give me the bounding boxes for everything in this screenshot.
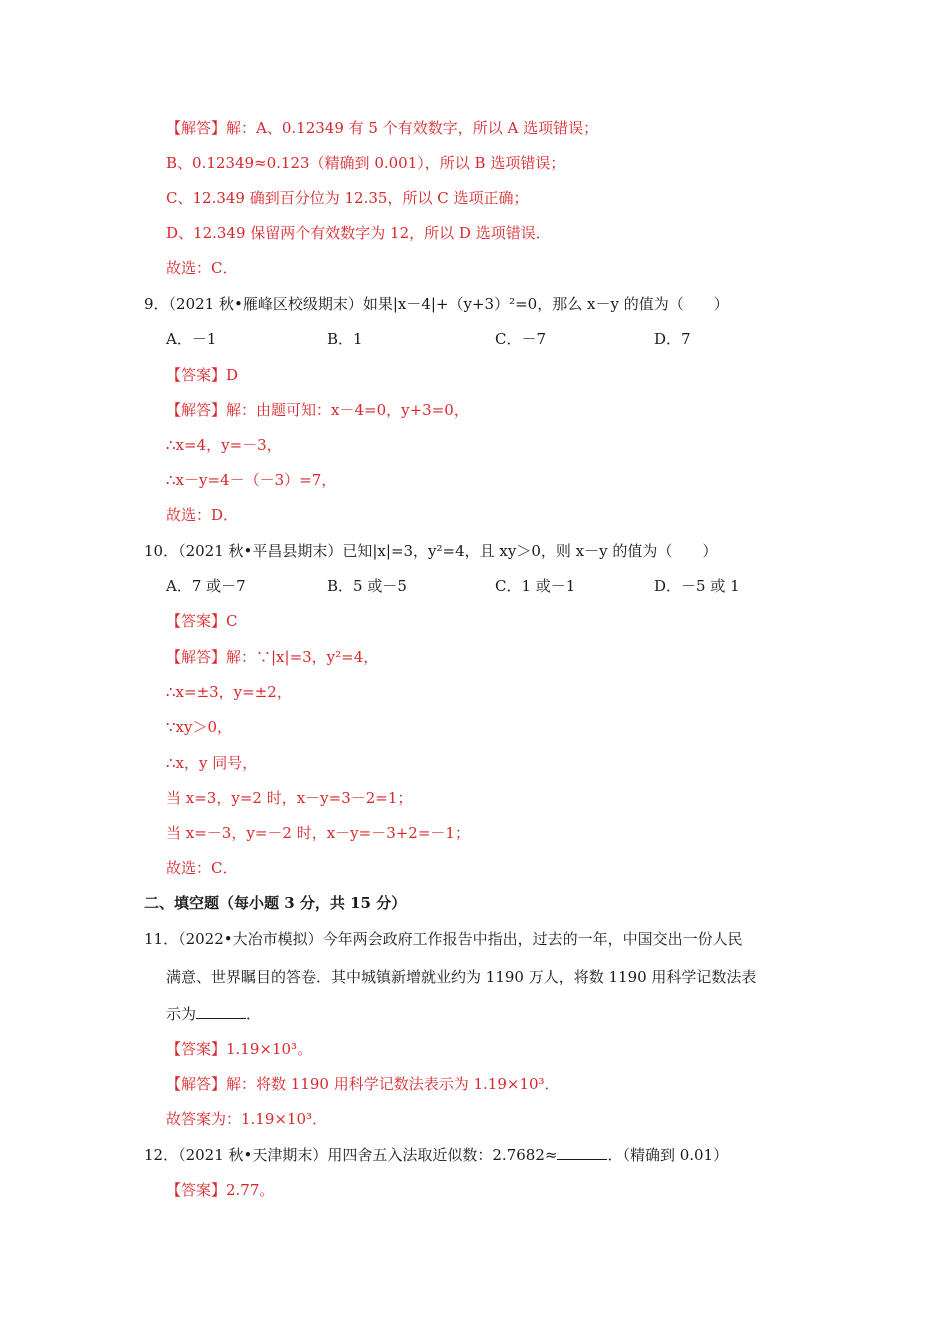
q11-solution-line-1: 【解答】解：将数 1190 用科学记数法表示为 1.19×10³． xyxy=(166,1075,560,1093)
q10-solution-line-6: 当 x=－3，y=－2 时，x－y=－3+2=－1； xyxy=(166,824,470,842)
q8-solution-line-4: D、12.349 保留两个有效数字为 12，所以 D 选项错误． xyxy=(166,224,551,242)
q10-solution-line-2: ∴x=±3，y=±2， xyxy=(166,683,292,701)
q11-stem-text: 示为 xyxy=(166,1005,197,1023)
q12-stem-text: 12．（2021 秋•天津期末）用四舍五入法取近似数：2.7682≈ xyxy=(144,1146,558,1164)
q10-solution-line-1: 【解答】解：∵|x|=3，y²=4， xyxy=(166,648,379,666)
q9-option-b: B．1 xyxy=(327,330,363,348)
q12-stem xyxy=(144,1145,728,1165)
q10-option-b: B．5 或－5 xyxy=(327,577,407,595)
q11-conclusion: 故答案为：1.19×10³． xyxy=(166,1110,328,1128)
q12-answer: 【答案】2.77。 xyxy=(166,1181,275,1199)
q12-stem-end: ．（精确到 0.01） xyxy=(607,1146,729,1164)
q9-option-d: D．7 xyxy=(654,330,691,348)
q10-option-d: D．－5 或 1 xyxy=(654,577,740,595)
q8-solution-line-3: C、12.349 确到百分位为 12.35，所以 C 选项正确； xyxy=(166,189,529,207)
q9-solution-line-3: ∴x－y=4－（－3）=7， xyxy=(166,471,337,489)
q10-option-c: C．1 或－1 xyxy=(495,577,576,595)
q10-solution-line-3: ∵xy＞0， xyxy=(166,718,233,736)
q8-conclusion: 故选：C． xyxy=(166,259,238,277)
q10-solution-line-5: 当 x=3，y=2 时，x－y=3－2=1； xyxy=(166,789,413,807)
q10-answer: 【答案】C xyxy=(166,612,238,630)
q9-conclusion: 故选：D． xyxy=(166,506,239,524)
q11-stem-line-1: 11．（2022•大冶市模拟）今年两会政府工作报告中指出，过去的一年，中国交出一份人民 xyxy=(144,930,743,948)
q11-stem-end: ． xyxy=(246,1005,262,1023)
q11-answer: 【答案】1.19×10³。 xyxy=(166,1040,313,1058)
q9-solution-line-1: 【解答】解：由题可知：x－4=0，y+3=0， xyxy=(166,401,469,419)
q10-conclusion: 故选：C． xyxy=(166,859,238,877)
q9-stem: 9．（2021 秋•雁峰区校级期末）如果|x－4|+（y+3）²=0，那么 x－y 的值为（ ） xyxy=(144,295,729,313)
q8-solution-line-2: B、0.12349≈0.123（精确到 0.001），所以 B 选项错误； xyxy=(166,154,566,172)
q12-answer-blank[interactable] xyxy=(557,1145,607,1160)
q10-option-a: A．7 或－7 xyxy=(166,577,246,595)
q11-stem-line-2: 满意、世界瞩目的答卷．其中城镇新增就业约为 1190 万人，将数 1190 用科学记数法表 xyxy=(166,968,757,986)
q10-solution-line-4: ∴x，y 同号， xyxy=(166,754,258,772)
q9-solution-line-2: ∴x=4，y=－3， xyxy=(166,436,282,454)
q8-solution-line-1: 【解答】解：A、0.12349 有 5 个有效数字，所以 A 选项错误； xyxy=(166,119,599,137)
q9-answer: 【答案】D xyxy=(166,366,239,384)
q9-option-c: C．－7 xyxy=(495,330,547,348)
section-heading: 二、填空题（每小题 3 分，共 15 分） xyxy=(144,894,407,912)
q10-stem: 10．（2021 秋•平昌县期末）已知|x|=3，y²=4，且 xy＞0，则 x－y 的值为（ ） xyxy=(144,542,718,560)
q11-stem-line-3 xyxy=(166,1004,261,1024)
q9-option-a: A．－1 xyxy=(166,330,217,348)
q11-answer-blank[interactable] xyxy=(196,1004,246,1019)
